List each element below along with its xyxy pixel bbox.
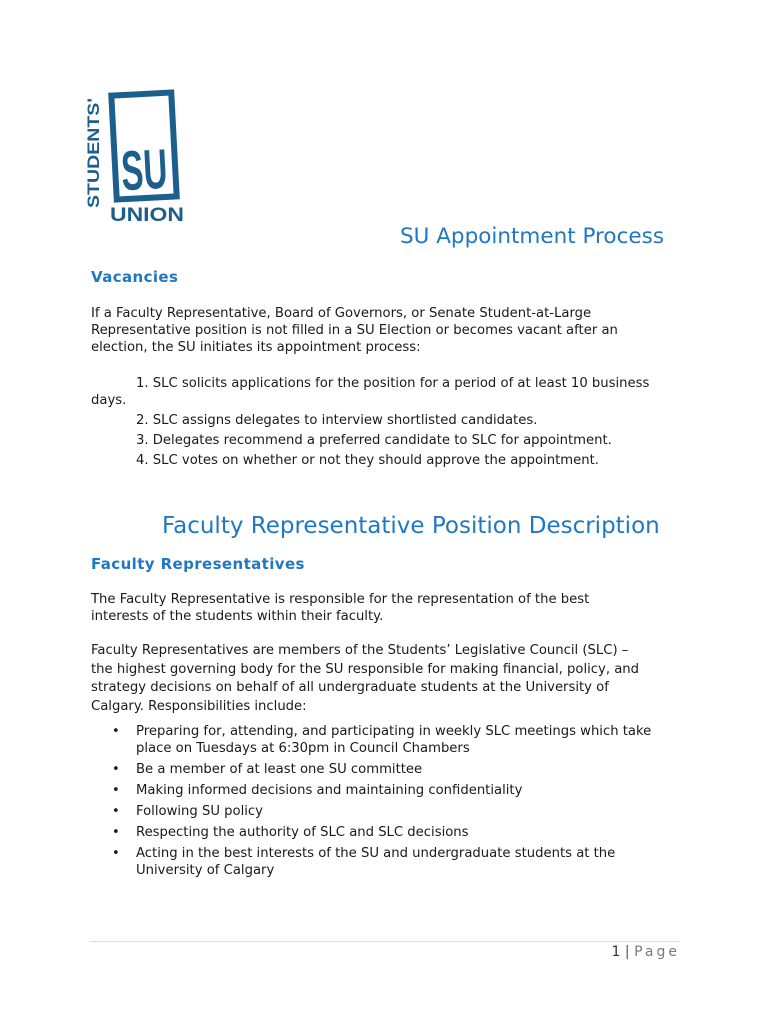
list-item [112,803,651,820]
page-title: SU Appointment Process [400,224,665,249]
step-1-wrap: days. [91,393,127,408]
bullet-icon: • [112,846,120,861]
list-item [112,782,651,799]
paragraph-line: The Faculty Representative is responsible for the representation of the best [91,592,590,607]
list-item-text: Respecting the authority of SLC and SLC decisions [136,825,469,840]
logo-text-students: STUDENTS' [84,112,103,208]
list-item [112,824,651,841]
page-label: Page [634,944,680,960]
students-union-logo [84,92,201,228]
paragraph-line: interests of the students within their faculty. [91,609,384,624]
paragraph-line: the highest governing body for the SU responsible for making financial, policy, and [91,661,640,677]
page-number: 1 [611,944,621,960]
responsibility-paragraph [91,591,589,625]
intro-line: If a Faculty Representative, Board of Governors, or Senate Student-at-Large [91,306,592,321]
section-title: Faculty Representative Position Description [162,513,660,539]
bullet-icon: • [112,783,120,798]
paragraph-line: Faculty Representatives are members of the Students’ Legislative Council (SLC) – [91,643,629,658]
footer-separator: | [624,944,630,960]
list-item [112,723,651,757]
step-1-line: 1. SLC solicits applications for the position for a period of at least 10 business [136,376,650,391]
bullet-icon: • [112,724,120,739]
page-footer [612,944,680,960]
faculty-representatives-heading: Faculty Representatives [91,555,305,573]
slc-paragraph [91,642,639,716]
bullet-icon: • [112,804,120,819]
list-item-text: University of Calgary [136,863,275,878]
bullet-icon: • [112,762,120,777]
list-item [112,761,651,778]
list-item: 2. SLC assigns delegates to interview shortlisted candidates. [136,413,538,428]
logo-text-su: SU [119,135,201,203]
list-item-text: Making informed decisions and maintaining confidentiality [136,783,523,798]
vacancies-intro [91,305,618,356]
list-item-text: place on Tuesdays at 6:30pm in Council Chambers [136,741,470,756]
logo-text-union: UNION [110,205,184,226]
intro-line: election, the SU initiates its appointment process: [91,340,421,355]
intro-line: Representative position is not filled in a SU Election or becomes vacant after an [91,323,618,338]
vacancies-heading: Vacancies [91,268,179,286]
list-item [91,375,649,409]
list-item-text: Acting in the best interests of the SU and undergraduate students at the [136,846,616,861]
list-item: 4. SLC votes on whether or not they should approve the appointment. [136,453,599,468]
list-item [112,845,651,879]
appointment-steps-list [91,375,649,469]
list-item-text: Be a member of at least one SU committee [136,762,423,777]
list-item: 3. Delegates recommend a preferred candidate to SLC for appointment. [136,433,612,448]
bullet-icon: • [112,825,120,840]
paragraph-line: Calgary. Responsibilities include: [91,698,307,714]
responsibilities-list [112,723,651,883]
footer-divider [90,941,680,942]
list-item-text: Following SU policy [136,804,263,819]
list-item-text: Preparing for, attending, and participating in weekly SLC meetings which take [136,724,652,739]
paragraph-line: strategy decisions on behalf of all undergraduate students at the University of [91,680,609,695]
